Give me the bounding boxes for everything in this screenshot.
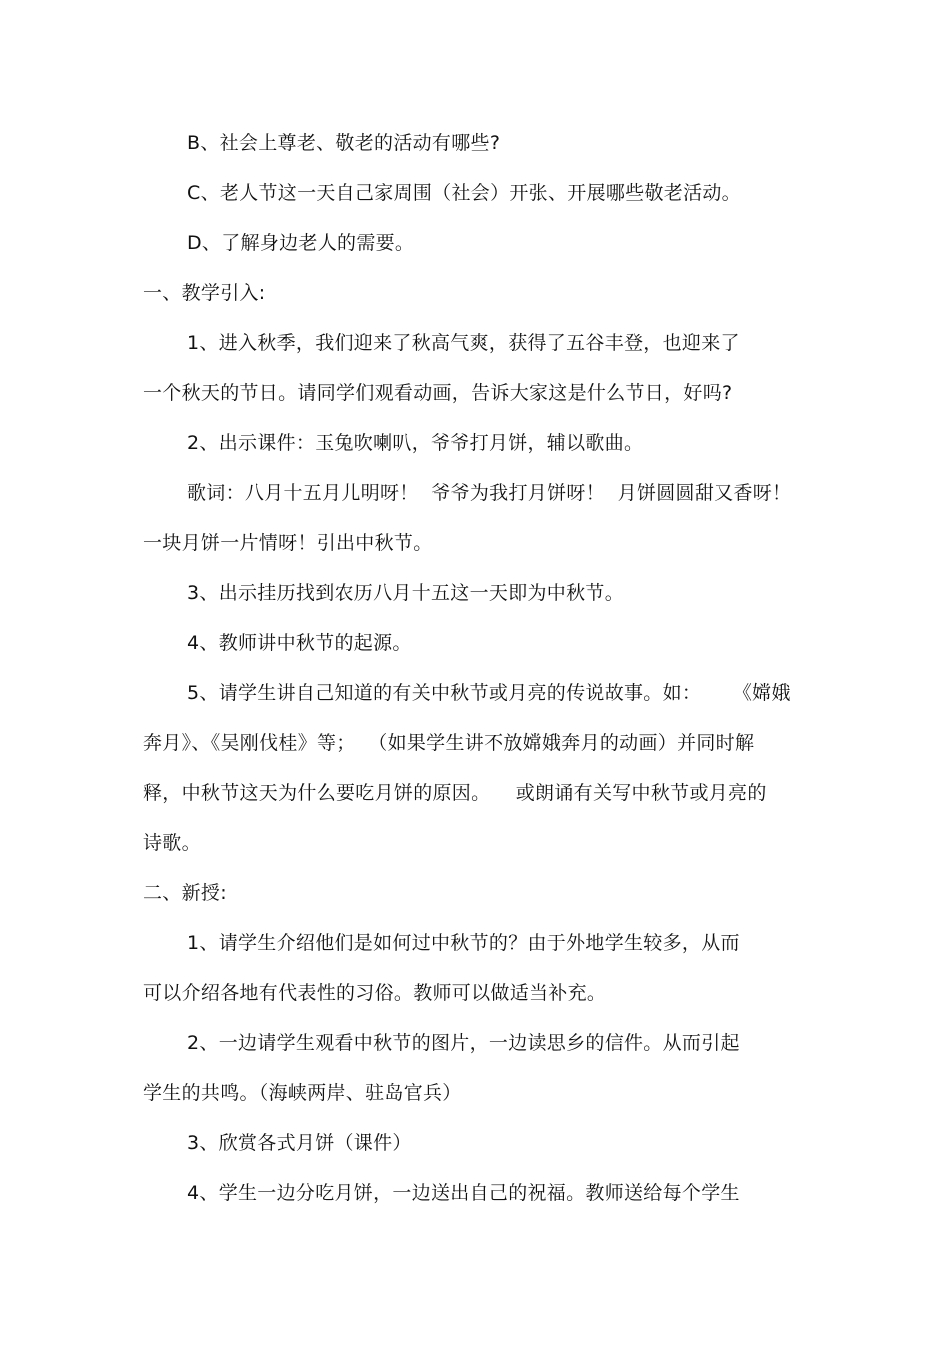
- paragraph-line: 4、教师讲中秋节的起源。: [187, 632, 412, 654]
- paragraph-line: 4、学生一边分吃月饼，一边送出自己的祝福。教师送给每个学生: [187, 1182, 740, 1204]
- paragraph-line: D、了解身边老人的需要。: [187, 232, 415, 254]
- paragraph-line: 奔月》、《吴刚伐桂》等； （如果学生讲不放嫦娥奔月的动画）并同时解: [143, 732, 755, 754]
- paragraph-line: 可以介绍各地有代表性的习俗。教师可以做适当补充。: [143, 982, 607, 1004]
- paragraph-line: 一块月饼一片情呀！引出中秋节。: [143, 532, 433, 554]
- paragraph-line: 1、进入秋季，我们迎来了秋高气爽，获得了五谷丰登，也迎来了: [187, 332, 740, 354]
- paragraph-line: 1、请学生介绍他们是如何过中秋节的？由于外地学生较多，从而: [187, 932, 740, 954]
- paragraph-line: 2、出示课件：玉兔吹喇叭，爷爷打月饼，辅以歌曲。: [187, 432, 644, 454]
- paragraph-line: 3、出示挂历找到农历八月十五这一天即为中秋节。: [187, 582, 624, 604]
- section-heading: 一、教学引入:: [143, 282, 266, 304]
- paragraph-line: 一个秋天的节日。请同学们观看动画，告诉大家这是什么节日，好吗?: [143, 382, 733, 404]
- paragraph-line: 学生的共鸣。（海峡两岸、驻岛官兵）: [143, 1082, 462, 1104]
- paragraph-line: 歌词：八月十五月儿明呀！ 爷爷为我打月饼呀！ 月饼圆圆甜又香呀！: [187, 482, 792, 504]
- paragraph-line: B、社会上尊老、敬老的活动有哪些?: [187, 132, 501, 154]
- paragraph-line: 诗歌。: [143, 832, 201, 854]
- paragraph-line: 5、请学生讲自己知道的有关中秋节或月亮的传说故事。如： 《嫦娥: [187, 682, 791, 704]
- paragraph-line: 2、一边请学生观看中秋节的图片，一边读思乡的信件。从而引起: [187, 1032, 740, 1054]
- section-heading: 二、新授:: [143, 882, 227, 904]
- paragraph-line: 3、欣赏各式月饼（课件）: [187, 1132, 412, 1154]
- paragraph-line: C、老人节这一天自己家周围（社会）开张、开展哪些敬老活动。: [187, 182, 741, 204]
- paragraph-line: 释，中秋节这天为什么要吃月饼的原因。 或朗诵有关写中秋节或月亮的: [143, 782, 767, 804]
